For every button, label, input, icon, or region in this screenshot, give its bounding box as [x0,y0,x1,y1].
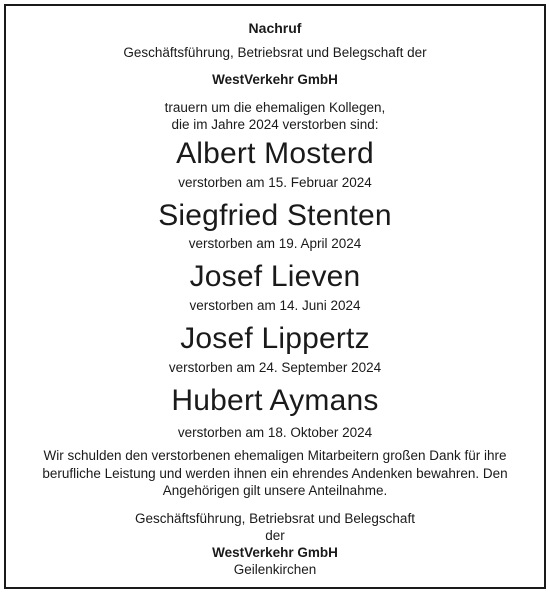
intro-line: Geschäftsführung, Betriebsrat und Belegschaft der [123,45,427,60]
signature-line-2: der [265,528,285,543]
person-name: Siegfried Stenten [158,199,392,232]
person-death-date: verstorben am 14. Juni 2024 [189,298,361,313]
person-name: Hubert Aymans [171,384,379,417]
person-name: Albert Mosterd [176,137,374,170]
obituary-heading: Nachruf [248,20,302,36]
person-name: Josef Lippertz [180,322,370,355]
signature-line: Geschäftsführung, Betriebsrat und Belegschaft [135,511,415,526]
company-name: WestVerkehr GmbH [212,72,338,87]
intro-line-2: trauern um die ehemaligen Kollegen, [164,100,386,115]
obituary-frame [4,4,546,589]
closing-paragraph: Wir schulden den verstorbenen ehemaligen Mitarbeitern großen Dank für ihre berufliche Leistung und werden ihnen ein ehrendes Andenken bewahren. Den Angehörigen gilt unsere Anteilnahme. [42,448,508,498]
person-name: Josef Lieven [189,260,361,293]
person-death-date: verstorben am 24. September 2024 [168,360,382,375]
intro-line-3: die im Jahre 2024 verstorben sind: [171,117,379,132]
person-death-date: verstorben am 19. April 2024 [188,236,362,251]
person-death-date: verstorben am 18. Oktober 2024 [177,425,373,440]
signature-city: Geilenkirchen [233,562,317,577]
signature-company: WestVerkehr GmbH [212,545,338,560]
obituary-content [6,6,544,587]
person-death-date: verstorben am 15. Februar 2024 [178,175,372,190]
